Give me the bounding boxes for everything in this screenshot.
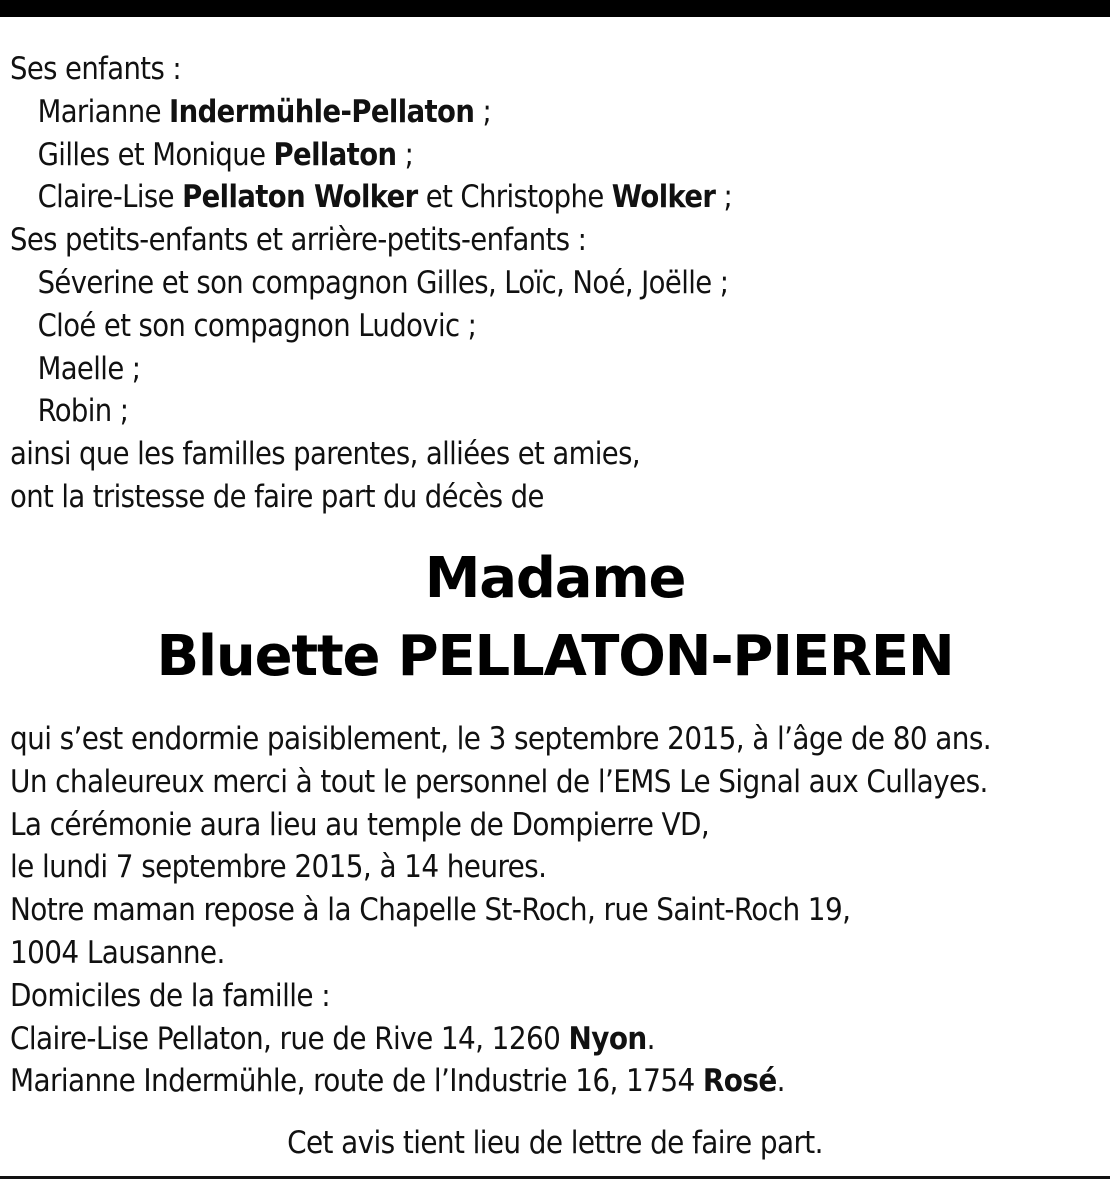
detail-line: Notre maman repose à la Chapelle St-Roch, rue Saint-Roch 19, bbox=[10, 892, 851, 929]
deceased-heading bbox=[0, 540, 1110, 696]
address-text: Marianne Indermühle, route de l’Industrie 16, 1754 bbox=[10, 1063, 703, 1100]
grandchild-entry: Séverine et son compagnon Gilles, Loïc, Noé, Joëlle ; bbox=[37, 264, 729, 301]
address-city: Rosé bbox=[702, 1063, 777, 1100]
detail-line: 1004 Lausanne. bbox=[10, 934, 225, 971]
deceased-title: Madame bbox=[424, 546, 686, 611]
detail-line: le lundi 7 septembre 2015, à 14 heures. bbox=[10, 849, 547, 886]
child-surname: Pellaton Wolker bbox=[182, 179, 418, 216]
child-entry bbox=[10, 134, 1089, 177]
child-surname-2: Wolker bbox=[611, 179, 716, 216]
families-line: ainsi que les familles parentes, alliées et amies, bbox=[10, 436, 640, 473]
child-suffix: ; bbox=[715, 179, 733, 216]
address-end: . bbox=[646, 1020, 655, 1057]
child-given-name: Gilles et Monique bbox=[37, 136, 274, 173]
detail-line: Domiciles de la famille : bbox=[10, 977, 331, 1014]
detail-line: Un chaleureux merci à tout le personnel de l’EMS Le Signal aux Cullayes. bbox=[10, 763, 988, 800]
top-border-rule bbox=[0, 0, 1110, 17]
child-surname: Pellaton bbox=[273, 136, 397, 173]
address-line bbox=[10, 1060, 1108, 1103]
address-city: Nyon bbox=[568, 1020, 647, 1057]
child-suffix: ; bbox=[396, 136, 414, 173]
address-end: . bbox=[776, 1063, 785, 1100]
bottom-border-rule bbox=[0, 1176, 1110, 1179]
closing-note: Cet avis tient lieu de lettre de faire part. bbox=[287, 1125, 823, 1161]
grandchild-entry: Cloé et son compagnon Ludovic ; bbox=[37, 307, 477, 344]
child-suffix: ; bbox=[474, 93, 492, 130]
child-given-name: Claire-Lise bbox=[37, 179, 183, 216]
child-middle: et Christophe bbox=[417, 179, 612, 216]
announcement-line: ont la tristesse de faire part du décès de bbox=[10, 478, 544, 515]
grandchild-entry: Robin ; bbox=[37, 393, 129, 430]
child-surname: Indermühle-Pellaton bbox=[169, 93, 475, 130]
address-line bbox=[10, 1018, 1108, 1061]
child-given-name: Marianne bbox=[37, 93, 170, 130]
details-section bbox=[10, 718, 1108, 1103]
children-intro: Ses enfants : bbox=[10, 51, 182, 87]
address-text: Claire-Lise Pellaton, rue de Rive 14, 1260 bbox=[10, 1020, 569, 1057]
grandchildren-intro: Ses petits-enfants et arrière-petits-enfants : bbox=[10, 222, 587, 259]
detail-line: La cérémonie aura lieu au temple de Dompierre VD, bbox=[10, 806, 710, 843]
grandchild-entry: Maelle ; bbox=[37, 350, 141, 387]
detail-line: qui s’est endormie paisiblement, le 3 septembre 2015, à l’âge de 80 ans. bbox=[10, 721, 992, 757]
family-section bbox=[10, 48, 1089, 519]
child-entry bbox=[10, 176, 1089, 219]
deceased-name: Bluette PELLATON-PIEREN bbox=[156, 624, 954, 689]
child-entry bbox=[10, 91, 1089, 134]
